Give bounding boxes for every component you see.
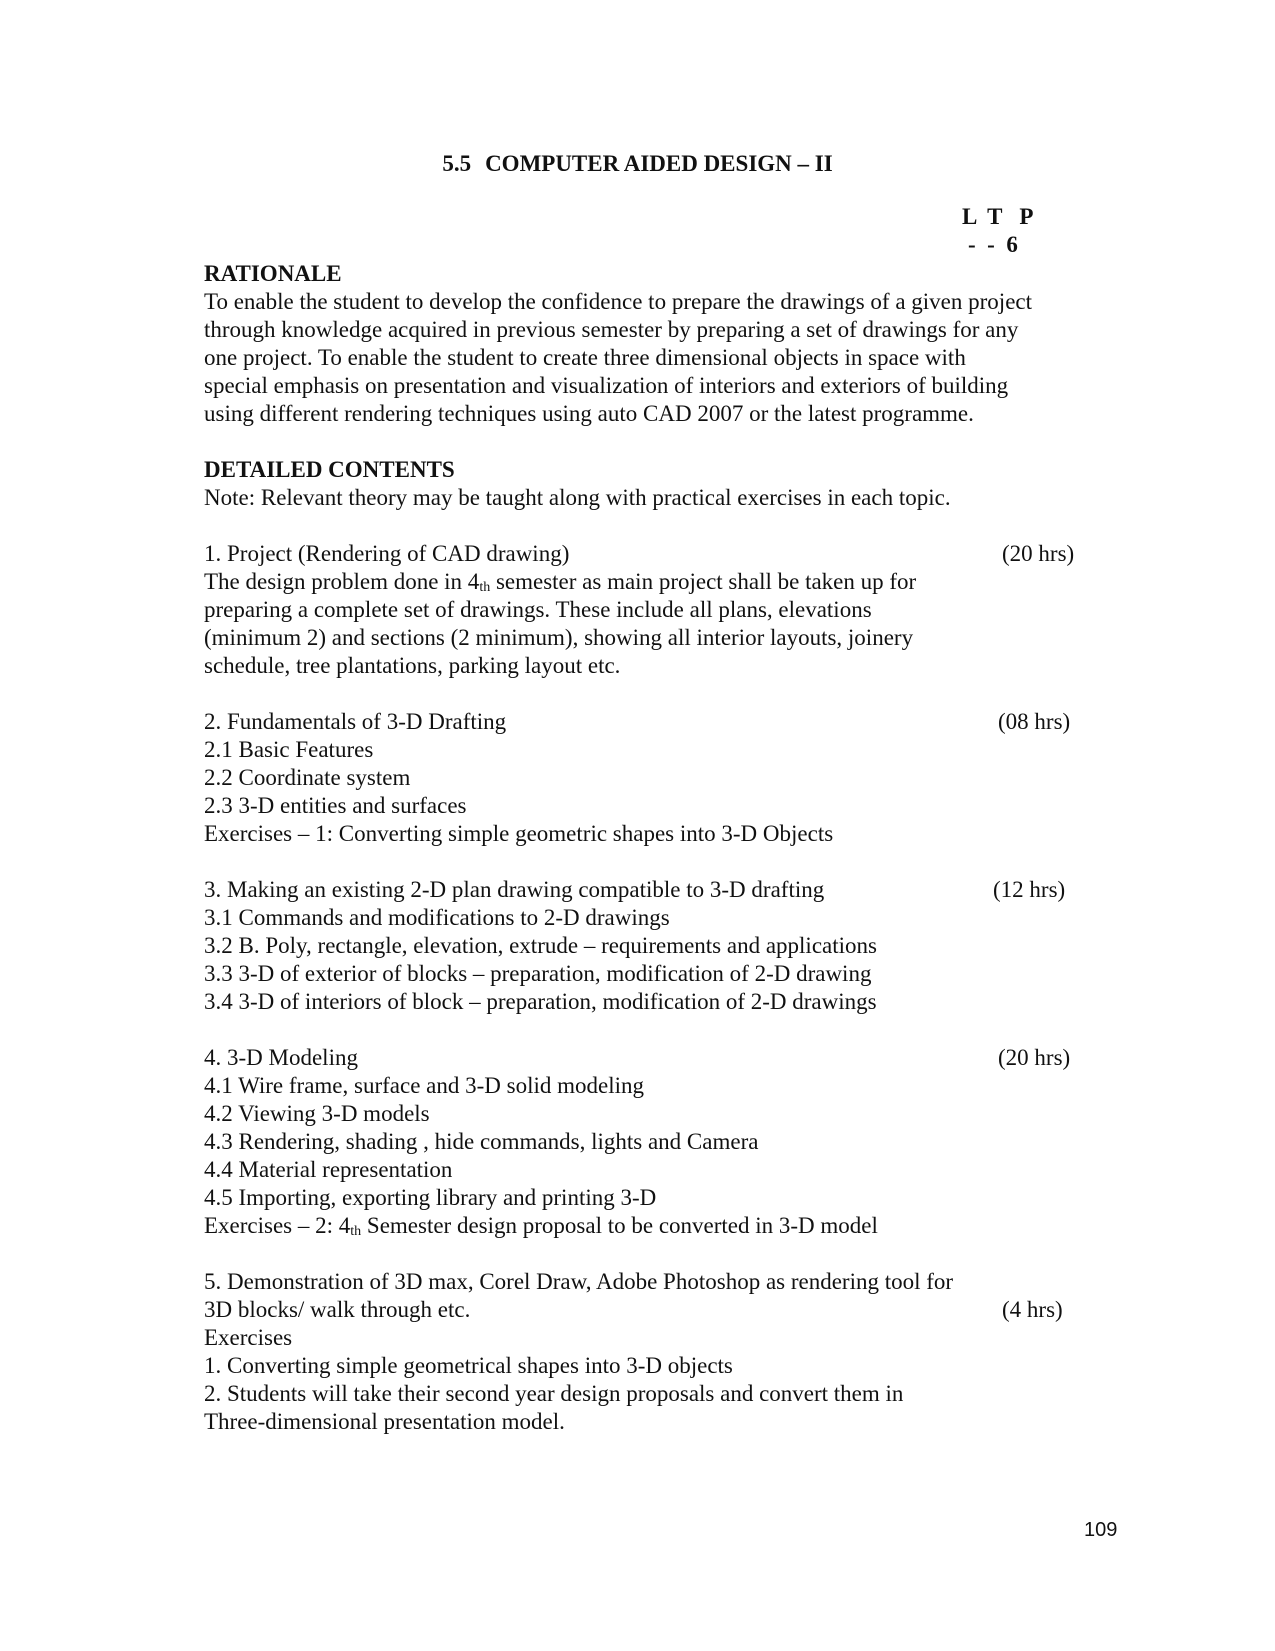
ltp-header: L T P [962, 204, 1034, 229]
page-title [0, 150, 1275, 178]
section-3-item: 3.2 B. Poly, rectangle, elevation, extrude – requirements and applications [204, 933, 877, 958]
section-4-item: 4.1 Wire frame, surface and 3-D solid modeling [204, 1073, 644, 1098]
section-5-title-cont: 3D blocks/ walk through etc. [204, 1297, 471, 1322]
section-2-item: 2.3 3-D entities and surfaces [204, 793, 467, 818]
section-5-item: Three-dimensional presentation model. [204, 1409, 565, 1434]
section-4-item: 4.4 Material representation [204, 1157, 453, 1182]
section-4-title: 4. 3-D Modeling [204, 1045, 358, 1070]
section-4-item: 4.5 Importing, exporting library and printing 3-D [204, 1185, 657, 1210]
ltp-values: - - 6 [968, 232, 1018, 257]
section-title: COMPUTER AIDED DESIGN – II [485, 151, 833, 176]
section-4-hours: (20 hrs) [998, 1045, 1071, 1070]
section-4-exercise: Exercises – 2: $4_{th}$ Semester design proposal to be converted in 3-D model [204, 1213, 878, 1239]
section-1-line: The design problem done in $4_{th}$ semester as main project shall be taken up for [204, 569, 917, 595]
section-4-item: 4.3 Rendering, shading , hide commands, lights and Camera [204, 1129, 759, 1154]
section-3-item: 3.1 Commands and modifications to 2-D drawings [204, 905, 670, 930]
section-2-item: 2.1 Basic Features [204, 737, 374, 762]
section-3-hours: (12 hrs) [993, 877, 1066, 902]
section-1-hours: (20 hrs) [1002, 541, 1075, 566]
section-5-item: 2. Students will take their second year design proposals and convert them in [204, 1381, 904, 1406]
section-3-item: 3.4 3-D of interiors of block – preparation, modification of 2-D drawings [204, 989, 877, 1014]
contents-note: Note: Relevant theory may be taught along with practical exercises in each topic. [204, 485, 951, 510]
rationale-line: through knowledge acquired in previous semester by preparing a set of drawings for any [204, 317, 1019, 342]
section-2-hours: (08 hrs) [998, 709, 1071, 734]
page-number: 109 [1084, 1519, 1118, 1541]
section-4-item: 4.2 Viewing 3-D models [204, 1101, 430, 1126]
section-3-item: 3.3 3-D of exterior of blocks – preparation, modification of 2-D drawing [204, 961, 872, 986]
section-2-title: 2. Fundamentals of 3-D Drafting [204, 709, 507, 734]
section-1-line: schedule, tree plantations, parking layout etc. [204, 653, 621, 678]
section-number: 5.5 [442, 151, 472, 176]
rationale-line: special emphasis on presentation and visualization of interiors and exteriors of building [204, 373, 1009, 398]
section-2-exercise: Exercises – 1: Converting simple geometric shapes into 3-D Objects [204, 821, 834, 846]
section-5-title: 5. Demonstration of 3D max, Corel Draw, Adobe Photoshop as rendering tool for [204, 1269, 954, 1294]
section-2-item: 2.2 Coordinate system [204, 765, 411, 790]
rationale-line: one project. To enable the student to create three dimensional objects in space with [204, 345, 966, 370]
section-5-item: 1. Converting simple geometrical shapes into 3-D objects [204, 1353, 733, 1378]
section-3-title: 3. Making an existing 2-D plan drawing compatible to 3-D drafting [204, 877, 825, 902]
section-5-hours: (4 hrs) [1002, 1297, 1063, 1322]
section-1-line: preparing a complete set of drawings. These include all plans, elevations [204, 597, 872, 622]
rationale-heading: RATIONALE [204, 261, 342, 286]
section-1-line: (minimum 2) and sections (2 minimum), showing all interior layouts, joinery [204, 625, 914, 650]
rationale-line: using different rendering techniques using auto CAD 2007 or the latest programme. [204, 401, 974, 426]
section-1-title: 1. Project (Rendering of CAD drawing) [204, 541, 570, 566]
contents-heading: DETAILED CONTENTS [204, 457, 455, 482]
section-5-item: Exercises [204, 1325, 293, 1350]
rationale-line: To enable the student to develop the confidence to prepare the drawings of a given project [204, 289, 1032, 314]
